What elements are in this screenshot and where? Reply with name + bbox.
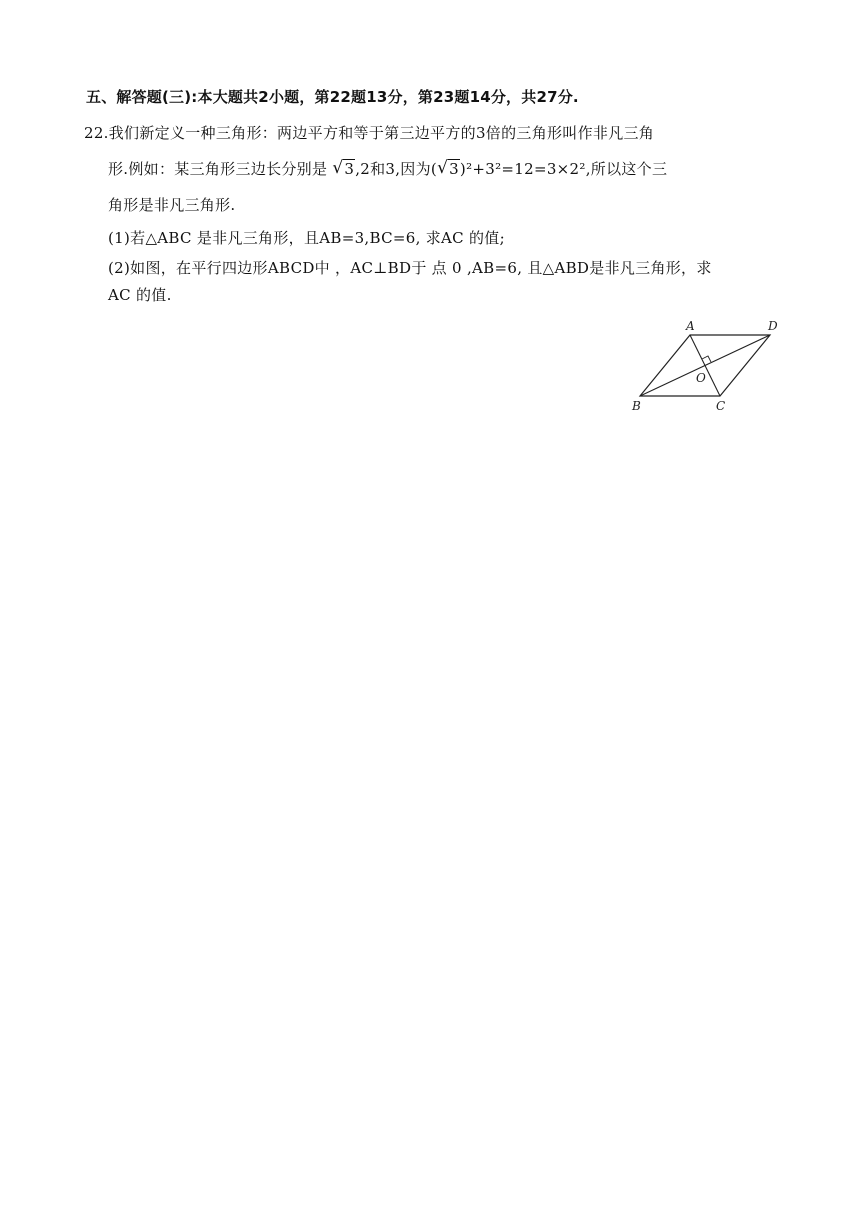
- sqrt-expression: [332, 160, 355, 178]
- label-c: C: [716, 399, 726, 413]
- sqrt-radicand-2: 3: [449, 160, 459, 178]
- line-2-suffix: )²+3²=12=3×2²,所以这个三: [459, 160, 668, 178]
- line-2-mid: ,2和3,因为(: [355, 160, 438, 178]
- radical-sign-icon: √: [332, 158, 344, 178]
- label-a: A: [686, 319, 695, 333]
- parallelogram-figure: [622, 312, 792, 420]
- sqrt-expression-2: [437, 160, 460, 178]
- diagonal-bd: [640, 335, 770, 396]
- sqrt-radicand: 3: [344, 160, 355, 178]
- section-title: 五、解答题(三):本大题共2小题，第22题13分，第23题14分，共27分.: [86, 88, 579, 106]
- line-2-prefix: 形.例如：某三角形三边长分别是: [108, 160, 333, 178]
- problem-statement-line-1: 22.我们新定义一种三角形：两边平方和等于第三边平方的3倍的三角形叫作非凡三角: [84, 124, 655, 142]
- part-2-question-continued: AC 的值.: [108, 286, 172, 304]
- radical-sign-icon: √: [437, 158, 449, 178]
- label-o: O: [696, 371, 706, 385]
- part-1-question: (1)若△ABC 是非凡三角形，且AB=3,BC=6, 求AC 的值;: [108, 229, 505, 247]
- part-2-question: (2)如图，在平行四边形ABCD中 ，AC⊥BD于 点 0 ,AB=6, 且△ABD是非凡三角形，求: [108, 259, 712, 277]
- label-b: B: [632, 399, 641, 413]
- label-d: D: [768, 319, 778, 333]
- parallelogram-diagram: [622, 312, 792, 420]
- problem-statement-line-3: 角形是非凡三角形.: [108, 196, 236, 214]
- problem-statement-line-2: [108, 158, 667, 179]
